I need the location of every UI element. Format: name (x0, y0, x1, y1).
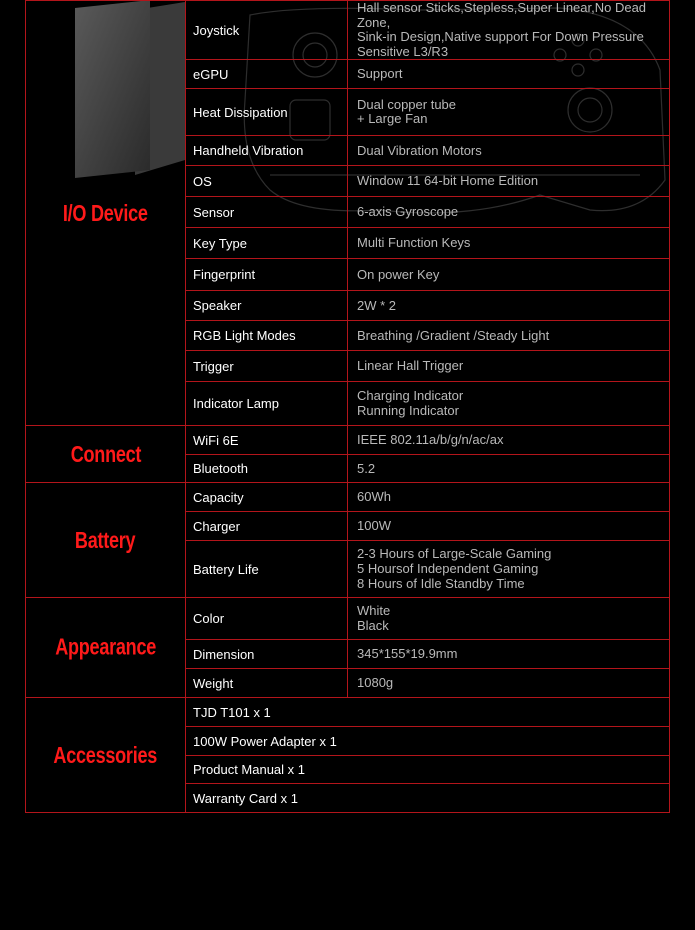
spec-value-line: + Large Fan (357, 111, 428, 127)
spec-value (348, 166, 670, 197)
spec-value-line: Multi Function Keys (357, 235, 471, 251)
accessory-item: Warranty Card x 1 (186, 784, 670, 813)
spec-value-line: 100W (357, 518, 391, 534)
spec-value-line: IEEE 802.11a/b/g/n/ac/ax (357, 432, 504, 448)
spec-label: Trigger (186, 351, 348, 382)
spec-row (26, 1, 670, 60)
spec-value-line: On power Key (357, 266, 440, 282)
spec-label: Fingerprint (186, 259, 348, 291)
spec-label: Bluetooth (186, 455, 348, 483)
category-accessories (26, 691, 186, 820)
spec-label: WiFi 6E (186, 426, 348, 455)
spec-value (348, 382, 670, 426)
spec-value (348, 541, 670, 598)
spec-value-line: 8 Hours of Idle Standby Time (357, 575, 525, 591)
spec-value-line: 5 Hoursof Independent Gaming (357, 561, 539, 577)
spec-value-line: Charging Indicator (357, 388, 464, 404)
category-label: I/O Device (63, 199, 148, 226)
spec-value-line: 5.2 (357, 460, 376, 476)
spec-row (26, 598, 670, 640)
accessory-item: 100W Power Adapter x 1 (186, 727, 670, 756)
spec-value (348, 321, 670, 351)
spec-label: Capacity (186, 483, 348, 512)
spec-label: Weight (186, 669, 348, 698)
category-label: Appearance (55, 634, 156, 661)
spec-value (348, 455, 670, 483)
spec-label: OS (186, 166, 348, 197)
spec-value-line: 60Wh (357, 489, 391, 505)
accessory-item: Product Manual x 1 (186, 756, 670, 784)
spec-label: eGPU (186, 60, 348, 89)
spec-value-line: Black (357, 617, 389, 633)
spec-value-line: White (357, 603, 391, 619)
category-battery (26, 476, 186, 605)
spec-value-line: Support (357, 66, 403, 82)
spec-label: Sensor (186, 197, 348, 228)
spec-label: Color (186, 598, 348, 640)
spec-value (348, 640, 670, 669)
spec-value-line: Dual Vibration Motors (357, 142, 482, 158)
category-label: Connect (70, 440, 141, 467)
spec-label: Key Type (186, 228, 348, 259)
spec-value (348, 259, 670, 291)
category-i-o-device (26, 0, 186, 451)
spec-row (26, 426, 670, 455)
spec-value-line: 2-3 Hours of Large-Scale Gaming (357, 546, 552, 562)
spec-label: Heat Dissipation (186, 89, 348, 136)
spec-value (348, 197, 670, 228)
spec-value (348, 291, 670, 321)
spec-row (26, 698, 670, 727)
category-appearance (26, 592, 186, 704)
spec-value (348, 89, 670, 136)
spec-value-line: Dual copper tube (357, 96, 457, 112)
spec-value-line: Sink-in Design,Native support For Down Pressure (357, 29, 644, 45)
category-label: Battery (75, 526, 136, 553)
spec-value (348, 228, 670, 259)
spec-label: RGB Light Modes (186, 321, 348, 351)
spec-value-line: 345*155*19.9mm (357, 646, 458, 662)
spec-label: Battery Life (186, 541, 348, 598)
spec-value-line: 1080g (357, 675, 394, 691)
spec-label: Indicator Lamp (186, 382, 348, 426)
spec-label: Handheld Vibration (186, 136, 348, 166)
spec-value (348, 426, 670, 455)
spec-value-line: Breathing /Gradient /Steady Light (357, 327, 550, 343)
spec-value (348, 598, 670, 640)
spec-label: Dimension (186, 640, 348, 669)
spec-value (348, 483, 670, 512)
category-label: Accessories (53, 741, 158, 768)
spec-row (26, 483, 670, 512)
spec-value (348, 351, 670, 382)
spec-value (348, 1, 670, 60)
spec-value (348, 60, 670, 89)
spec-value-line: Window 11 64-bit Home Edition (357, 173, 539, 189)
spec-value-line: 6-axis Gyroscope (357, 204, 459, 220)
accessory-item: TJD T101 x 1 (186, 698, 670, 727)
spec-value-line: Linear Hall Trigger (357, 358, 464, 374)
spec-value-line: Hall sensor Sticks,Stepless,Super Linear,No Dead Zone, (357, 0, 647, 30)
spec-label: Joystick (186, 1, 348, 60)
spec-value (348, 136, 670, 166)
spec-value (348, 669, 670, 698)
spec-table (25, 0, 670, 813)
spec-value-line: 2W * 2 (357, 297, 397, 313)
spec-label: Speaker (186, 291, 348, 321)
spec-label: Charger (186, 512, 348, 541)
spec-value-line: Running Indicator (357, 402, 459, 418)
spec-value (348, 512, 670, 541)
spec-value-line: Sensitive L3/R3 (357, 43, 449, 59)
